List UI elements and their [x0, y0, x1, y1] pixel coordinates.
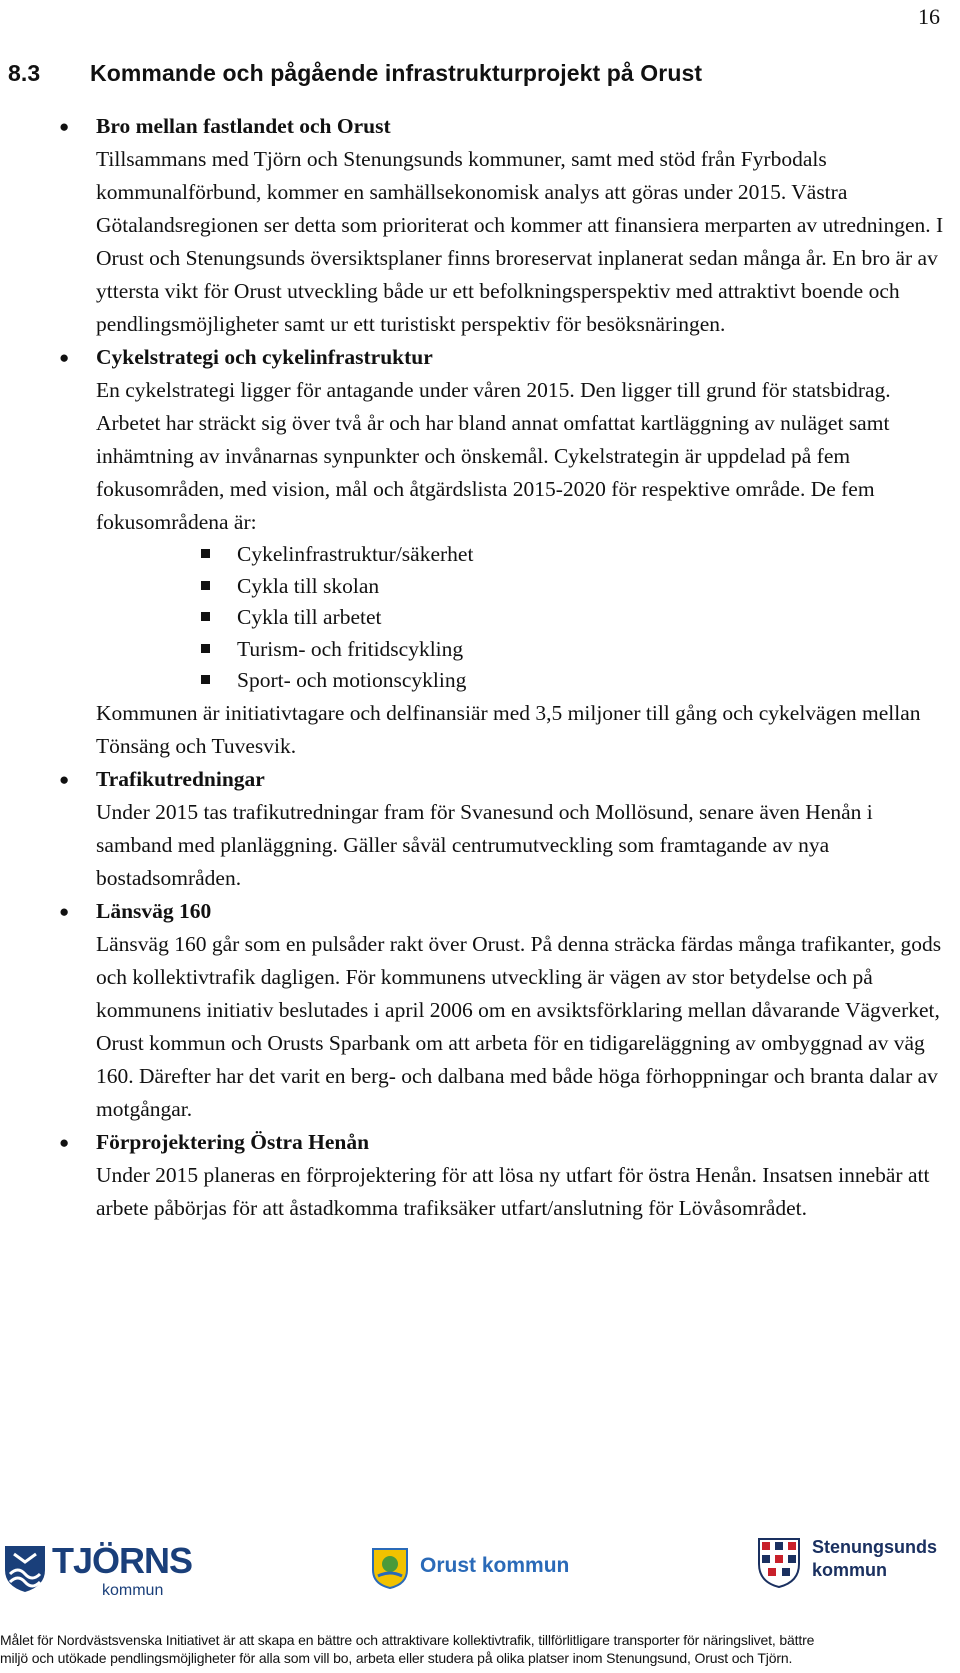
bullet-icon: ● [59, 901, 70, 921]
item-title: Bro mellan fastlandet och Orust [96, 114, 391, 138]
list-item-road-160 [56, 895, 946, 1126]
focus-area-item [96, 539, 946, 571]
document-body [56, 110, 946, 1225]
square-bullet-icon [201, 581, 210, 590]
stenungsund-emblem-icon [756, 1536, 802, 1590]
focus-area-item [96, 665, 946, 697]
stenungsund-sub: kommun [812, 1560, 888, 1580]
focus-area-label: Turism- och fritidscykling [237, 636, 464, 661]
square-bullet-icon [201, 675, 210, 684]
tjorn-logo [2, 1540, 193, 1610]
bullet-icon: ● [59, 117, 70, 136]
footer-line-1: Målet för Nordvästsvenska Initiativet är att skapa en bättre och attraktivare kollektivtrafik, tillförlitligare transporter för näringslivet, bättre [0, 1632, 815, 1648]
focus-area-item [96, 571, 946, 603]
focus-area-item [96, 602, 946, 634]
square-bullet-icon [201, 612, 210, 621]
tjorn-emblem-icon [2, 1540, 48, 1594]
bullet-icon: ● [59, 1132, 70, 1152]
item-body: Tillsammans med Tjörn och Stenungsunds kommuner, samt med stöd från Fyrbodals kommunalförbund, kommer en samhällsekonomisk analys att göras under 2015. Västra Götalandsregionen ser detta som prioriterat och kommer att finansiera merparten av utredningen. I Orust och Stenungsunds översiktsplaner finns broreservat inplanerat sedan många år. En bro är av yttersta vikt för Orust utveckling både ur ett befolkningsperspektiv med attraktivt boende och pendlingsmöjligheter samt ur ett turistiskt perspektiv för besöksnäringen. [96, 147, 944, 336]
orust-emblem-icon [370, 1546, 410, 1590]
focus-area-item [96, 634, 946, 666]
focus-area-list [96, 539, 946, 697]
section-heading [8, 60, 702, 87]
stenungsund-name: Stenungsunds [812, 1537, 937, 1557]
focus-area-label: Sport- och motionscykling [237, 668, 467, 692]
focus-area-label: Cykla till skolan [237, 573, 380, 598]
tjorn-sub: kommun [102, 1582, 164, 1599]
orust-logo [370, 1546, 570, 1606]
section-number: 8.3 [8, 60, 41, 86]
footer [0, 1530, 960, 1673]
bullet-icon: ● [59, 348, 70, 367]
focus-area-label: Cykelinfrastruktur/säkerhet [237, 542, 474, 566]
stenungsund-logo [756, 1534, 956, 1604]
item-body-after: Kommunen är initiativtagare och delfinansiär med 3,5 miljoner till gång och cykelvägen mellan Tönsäng och Tuvesvik. [96, 700, 921, 758]
list-item-cycling [56, 341, 946, 763]
list-item-bridge [56, 110, 946, 341]
item-body: En cykelstrategi ligger för antagande under våren 2015. Den ligger till grund för statsbidrag. Arbetet har sträckt sig över två år och har bland annat omfattat kartläggning av nuläget samt inhämtning av invånarnas synpunkter och önskemål. Cykelstrategin är uppdelad på fem fokusområden, med vision, mål och åtgärdslista 2015-2020 för respektive område. De fem fokusområdena är: [96, 378, 891, 534]
bullet-icon: ● [59, 769, 70, 789]
focus-area-label: Cykla till arbetet [237, 605, 382, 629]
item-title: Länsväg 160 [96, 898, 212, 923]
item-body: Under 2015 tas trafikutredningar fram för Svanesund och Mollösund, senare även Henån i samband med planläggning. Gäller såväl centrumutveckling som framtagande av nya bostadsområden. [96, 799, 873, 890]
list-item-pre-project [56, 1126, 946, 1225]
item-title: Förprojektering Östra Henån [96, 1129, 370, 1154]
orust-name: Orust kommun [420, 1554, 570, 1577]
item-body: Under 2015 planeras en förprojektering för att lösa ny utfart för östra Henån. Insatsen innebär att arbete påbörjas för att åstadkomma trafiksäker utfart/anslutning för Lövåsområdet. [96, 1162, 930, 1220]
list-item-traffic-studies [56, 763, 946, 895]
section-title: Kommande och pågående infrastrukturprojekt på Orust [90, 60, 703, 86]
tjorn-name: TJÖRNS [52, 1540, 193, 1581]
square-bullet-icon [201, 549, 210, 558]
item-body: Länsväg 160 går som en pulsåder rakt över Orust. På denna sträcka färdas många trafikanter, gods och kollektivtrafik dagligen. För kommunens utveckling är vägen av stor betydelse och på kommunens initiativ beslutades i april 2006 om en avsiktsförklaring mellan dåvarande Vägverket, Orust kommun och Orusts Sparbank om att arbeta för en tidigareläggning av ombyggnad av väg 160. Därefter har det varit en berg- och dalbana med både höga förhoppningar och branta dalar av motgångar. [96, 931, 942, 1121]
item-title: Trafikutredningar [96, 766, 265, 791]
footer-text [0, 1631, 960, 1667]
item-title: Cykelstrategi och cykelinfrastruktur [96, 345, 433, 369]
page-number: 16 [918, 4, 940, 29]
square-bullet-icon [201, 644, 210, 653]
footer-line-2: miljö och utökade pendlingsmöjligheter för alla som vill bo, arbeta eller studera på olika platser inom Stenungsund, Orust och Tjörn. [0, 1650, 793, 1666]
